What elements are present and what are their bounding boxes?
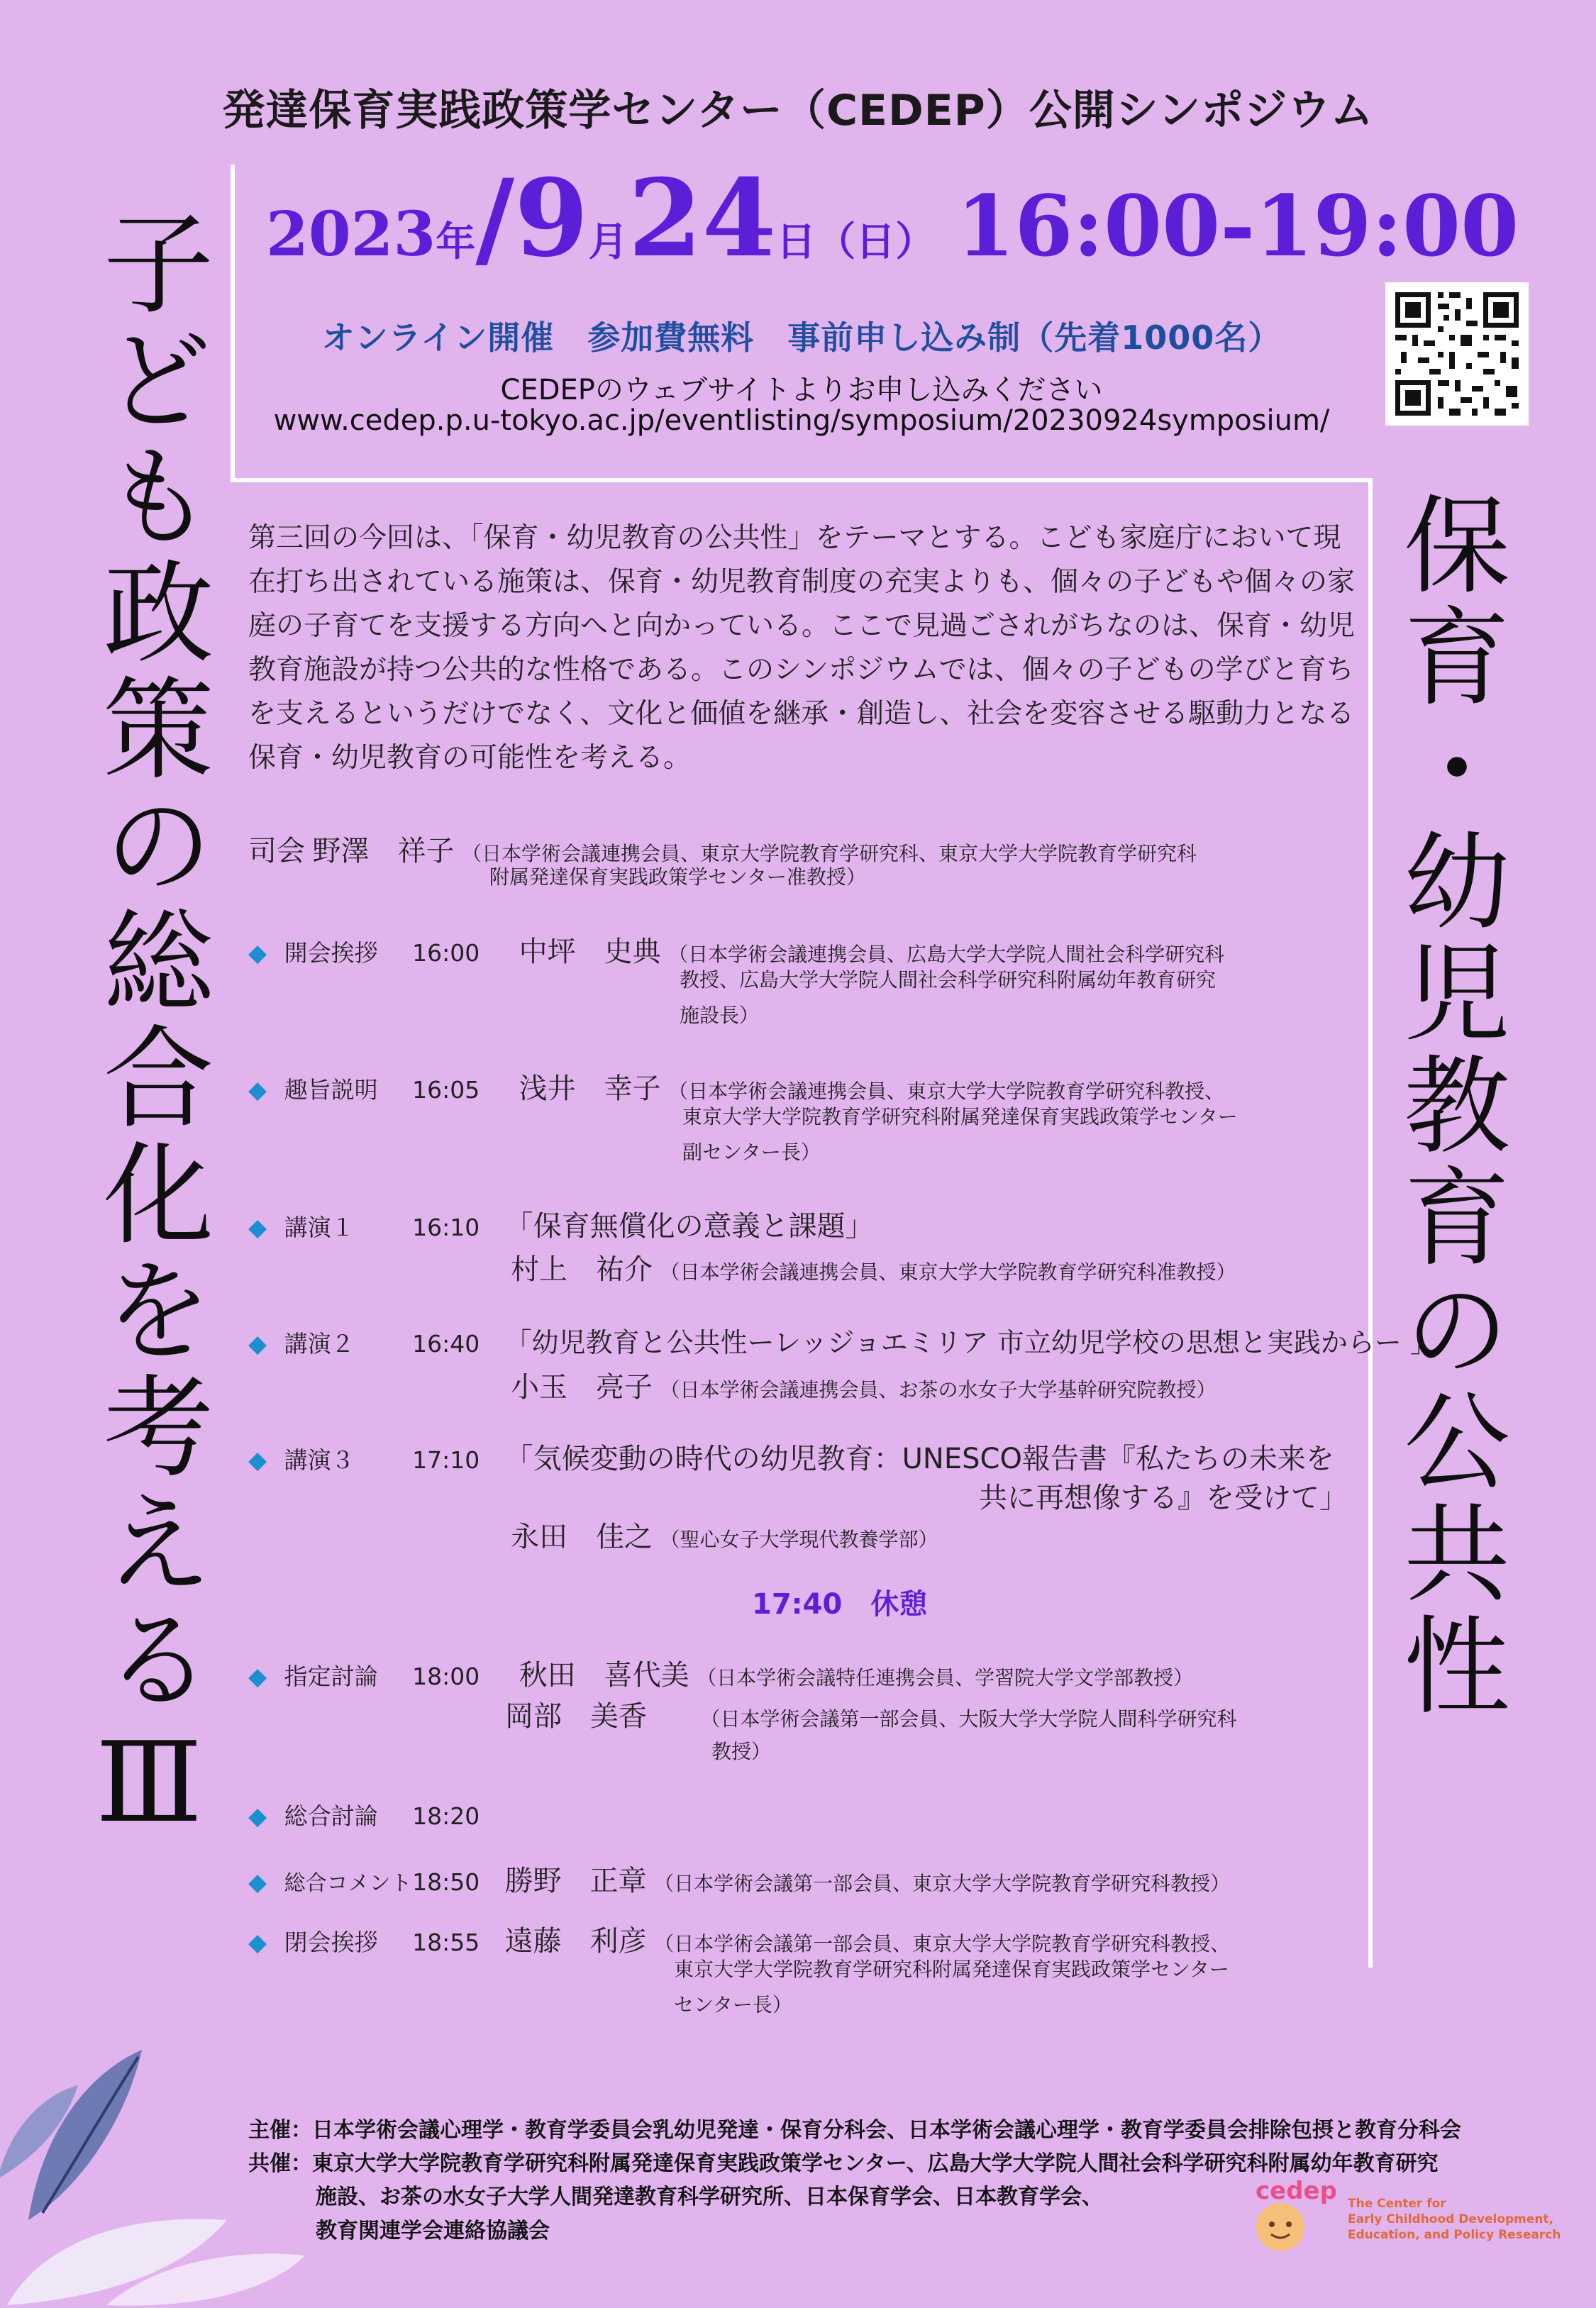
affiliation-line: 東京大学大学院教育学研究科附属発達保育実践政策学センター (682, 1105, 1238, 1128)
mc-affiliation-cont: 附属発達保育実践政策学センター准教授） (489, 865, 866, 889)
speaker-line: 永田 佳之 （聖心女子大学現代教養学部） (511, 1521, 938, 1553)
program-item: ◆ 講演２ 16:40 「幼児教育と公共性ーレッジョエミリア 市立幼児学校の思想と実践からー 」 (248, 1327, 1437, 1358)
speaker-line: 小玉 亮子 （日本学術会議連携会員、お茶の水女子大学基幹研究院教授） (511, 1371, 1217, 1404)
cohost-label: 共催： (248, 2151, 312, 2176)
affiliation-line: 施設長） (680, 1004, 760, 1027)
diamond-bullet-icon: ◆ (248, 1446, 267, 1475)
apply-text: CEDEPのウェブサイトよりお申し込みください (500, 374, 1103, 406)
diamond-bullet-icon: ◆ (248, 1214, 267, 1242)
frame-line-right (1368, 478, 1373, 1968)
program-item: ◆ 指定討論 18:00 秋田 喜代美 （日本学術会議特任連携会員、学習院大学文学部教授） (248, 1659, 1194, 1692)
program-item: ◆ 講演１ 16:10 「保育無償化の意義と課題」 (248, 1210, 874, 1243)
program-item: ◆ 講演３ 17:10 「気候変動の時代の幼児教育：UNESCO報告書『私たちの未来を (248, 1443, 1334, 1475)
footer-cohost-cont: 教育関連学会連絡協議会 (316, 2219, 550, 2243)
program-item: ◆ 総合コメント 18:50 勝野 正章 （日本学術会議第一部会員、東京大学大学院教育学研究科教授） (248, 1865, 1231, 1897)
qr-code-icon (1385, 282, 1529, 426)
date-weekday: （日） (816, 218, 936, 265)
svg-text:Early Childhood Development,: Early Childhood Development, (1348, 2212, 1554, 2226)
diamond-bullet-icon: ◆ (248, 1868, 267, 1897)
cohost-text: 東京大学大学院教育学研究科附属発達保育実践政策学センター、広島大学大学院人間社会科学研究科附属幼年教育研究 (312, 2151, 1439, 2176)
speaker-line: 村上 祐介 （日本学術会議連携会員、東京大学大学院教育学研究科准教授） (511, 1253, 1236, 1286)
footer-cohost-cont: 施設、お茶の水女子大学人間発達教育科学研究所、日本保育学会、日本教育学会、 (316, 2185, 1103, 2209)
svg-text:Education, and Policy Research: Education, and Policy Research (1348, 2228, 1561, 2242)
date-day-unit: 日 (776, 218, 816, 265)
qr-code[interactable] (1385, 282, 1529, 426)
diamond-bullet-icon: ◆ (248, 1663, 267, 1691)
date-year: 2023 (266, 199, 436, 270)
date-year-unit: 年 (436, 218, 476, 265)
cedep-logo-icon (1234, 2170, 1561, 2256)
intro-paragraph: 第三回の今回は、「保育・幼児教育の公共性」をテーマとする。こども家庭庁において現在打ち出されている施策は、保育・幼児教育制度の充実よりも、個々の子どもや個々の家庭の子育てを支援する方向へと向かっている。ここで見過ごされがちなのは、保育・幼児教育施設が持つ公共的な性格である。このシンポジウムでは、個々の子どもの学びと育ちを支えるというだけでなく、文化と価値を継承・創造し、社会を変容させる駆動力となる保育・幼児教育の可能性を考える。 (248, 522, 1356, 774)
program-item: ◆ 開会挨拶 16:00 中坪 史典 （日本学術会議連携会員、広島大学大学院人間社会科学研究科 (248, 936, 1225, 968)
diamond-bullet-icon: ◆ (248, 1802, 267, 1831)
mc-label: 司会 (248, 835, 305, 867)
event-date (266, 156, 1519, 281)
talk-title: 「幼児教育と公共性ーレッジョエミリア 市立幼児学校の思想と実践からー 」 (504, 1327, 1437, 1358)
break-time: 17:40 休憩 (752, 1588, 928, 1621)
affiliation-line: 教授） (711, 1740, 772, 1763)
diamond-bullet-icon: ◆ (248, 1929, 267, 1957)
frame-line-horizontal (231, 478, 1373, 482)
host-text: 日本学術会議心理学・教育学委員会乳幼児発達・保育分科会、日本学術会議心理学・教育学委員会排除包摂と教育分科会 (312, 2118, 1461, 2143)
mc-affiliation: （日本学術会議連携会員、東京大学院教育学研究科、東京大学大学院教育学研究科 (462, 842, 1197, 865)
talk-title: 「保育無償化の意義と課題」 (504, 1210, 874, 1243)
main-title-vertical: 子ども政策の総合化を考えるⅢ (84, 206, 214, 1853)
diamond-bullet-icon: ◆ (248, 939, 267, 967)
affiliation-line: センター長） (674, 1993, 792, 2016)
affiliation-line: 東京大学大学院教育学研究科附属発達保育実践政策学センター (674, 1958, 1229, 1981)
cedep-logo (1234, 2170, 1561, 2256)
talk-title: 「気候変動の時代の幼児教育：UNESCO報告書『私たちの未来を (504, 1443, 1334, 1475)
mc-name: 野澤 祥子 (312, 835, 455, 867)
date-slash: / (475, 156, 515, 281)
diamond-bullet-icon: ◆ (248, 1076, 267, 1104)
event-summary: オンライン開催 参加費無料 事前申し込み制（先着1000名） (321, 318, 1282, 357)
affiliation-line: 教授、広島大学大学院人間社会科学研究科附属幼年教育研究 (680, 968, 1217, 992)
event-url[interactable]: www.cedep.p.u-tokyo.ac.jp/eventlisting/symposium/20230924symposium/ (273, 404, 1330, 437)
affiliation-line: 副センター長） (682, 1141, 821, 1164)
svg-text:cedep: cedep (1256, 2177, 1337, 2205)
date-time: 16:00-19:00 (956, 177, 1519, 275)
date-month-unit: 月 (588, 218, 628, 265)
speaker-line: 岡部 美香 （日本学術会議第一部会員、大阪大学大学院人間科学研究科 (505, 1700, 1237, 1733)
date-month: 9 (514, 156, 589, 281)
footer-host (248, 2112, 1461, 2143)
date-day: 24 (628, 156, 777, 281)
diamond-bullet-icon: ◆ (248, 1330, 267, 1358)
sub-title-vertical: 保育・幼児教育の公共性 (1385, 489, 1509, 1722)
host-label: 主催： (248, 2118, 312, 2143)
header-title: 発達保育実践政策学センター（CEDEP）公開シンポジウム (222, 86, 1374, 135)
program-item: ◆ 総合討論 18:20 (248, 1802, 480, 1831)
program-item: ◆ 閉会挨拶 18:55 遠藤 利彦 （日本学術会議第一部会員、東京大学大学院教育学研究科教授、 (248, 1925, 1231, 1958)
talk-title-cont: 共に再想像する』を受けて」 (979, 1482, 1348, 1514)
svg-text:The Center for: The Center for (1348, 2197, 1446, 2211)
program-item: ◆ 趣旨説明 16:05 浅井 幸子 （日本学術会議連携会員、東京大学大学院教育学研究科教授、 (248, 1072, 1225, 1105)
